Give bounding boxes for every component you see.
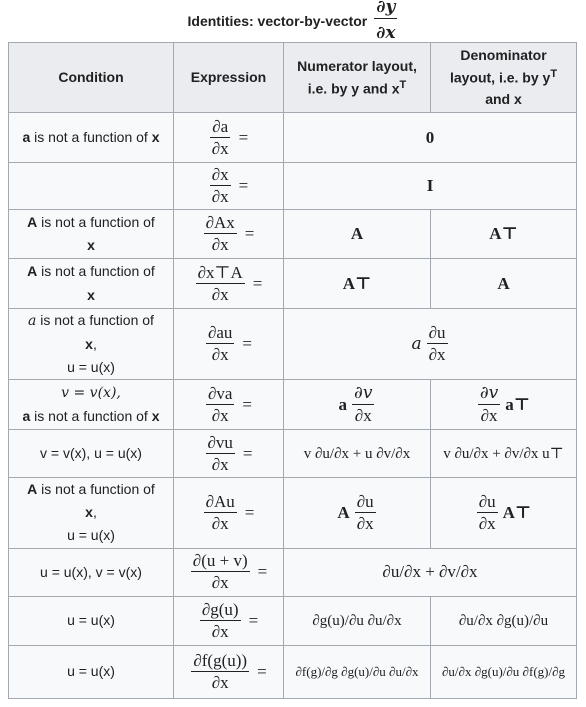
header-denominator: Denominator layout, i.e. by $y^T$ and x xyxy=(431,43,577,113)
table-row xyxy=(9,309,577,380)
expression-cell: $\frac{\partial vu}{\partial x}$ = xyxy=(174,430,284,478)
condition-cell: A is not a function of x xyxy=(9,259,174,309)
condition-cell: a is not a function of x xyxy=(9,113,174,163)
numerator-cell: A xyxy=(284,210,431,259)
table-row xyxy=(9,548,577,596)
denominator-cell: A⊤ xyxy=(431,210,577,259)
table-row xyxy=(9,380,577,430)
expression-cell: $\frac{\partial Au}{\partial x}$ = xyxy=(174,478,284,548)
denominator-cell: v ∂u/∂x + ∂v/∂x u⊤ xyxy=(431,430,577,478)
denominator-cell: $\frac{\partial v}{\partial x}$ a⊤ xyxy=(431,380,577,430)
result-cell: ∂u/∂x + ∂v/∂x xyxy=(284,548,577,596)
expression-cell: $\frac{\partial x}{\partial x}$ = xyxy=(174,163,284,210)
condition-cell: a is not a function of x, u = u(x) xyxy=(9,309,174,380)
header-expression: Expression xyxy=(174,43,284,113)
expression-cell: $\frac{\partial g(u)}{\partial x}$ = xyxy=(174,596,284,645)
identities-table xyxy=(8,42,577,699)
table-row xyxy=(9,645,577,698)
table-row xyxy=(9,113,577,163)
expression-cell: $\frac{\partial(u + v)}{\partial x}$ = xyxy=(174,548,284,596)
result-cell: 0 xyxy=(284,113,577,163)
table-row xyxy=(9,259,577,309)
table-caption xyxy=(0,0,586,42)
caption-fraction: $\frac{\partial y}{\partial x}$ xyxy=(376,0,396,43)
numerator-cell: A⊤ xyxy=(284,259,431,309)
numerator-cell: v ∂u/∂x + u ∂v/∂x xyxy=(284,430,431,478)
condition-cell: v = v(x), a is not a function of x xyxy=(9,380,174,430)
condition-cell: A is not a function of x, u = u(x) xyxy=(9,478,174,548)
header-condition: Condition xyxy=(9,43,174,113)
denominator-cell: A xyxy=(431,259,577,309)
numerator-cell: ∂g(u)/∂u ∂u/∂x xyxy=(284,596,431,645)
result-cell: a $\frac{\partial u}{\partial x}$ xyxy=(284,309,577,380)
table-row xyxy=(9,163,577,210)
condition-cell: u = u(x) xyxy=(9,645,174,698)
condition-cell xyxy=(9,163,174,210)
header-numerator: Numerator layout, i.e. by y and $x^T$ xyxy=(284,43,431,113)
condition-cell: u = u(x) xyxy=(9,596,174,645)
numerator-cell: a $\frac{\partial v}{\partial x}$ xyxy=(284,380,431,430)
expression-cell: $\frac{\partial Ax}{\partial x}$ = xyxy=(174,210,284,259)
numerator-cell: A $\frac{\partial u}{\partial x}$ xyxy=(284,478,431,548)
denominator-cell: $\frac{\partial u}{\partial x}$ A⊤ xyxy=(431,478,577,548)
caption-text: Identities: vector-by-vector xyxy=(187,13,368,29)
denominator-cell: ∂u/∂x ∂g(u)/∂u xyxy=(431,596,577,645)
table-row xyxy=(9,210,577,259)
table-row xyxy=(9,430,577,478)
result-cell: I xyxy=(284,163,577,210)
expression-cell: $\frac{\partial x⊤A}{\partial x}$ = xyxy=(174,259,284,309)
denominator-cell: ∂u/∂x ∂g(u)/∂u ∂f(g)/∂g xyxy=(431,645,577,698)
expression-cell: $\frac{\partial va}{\partial x}$ = xyxy=(174,380,284,430)
table-row xyxy=(9,596,577,645)
expression-cell: $\frac{\partial au}{\partial x}$ = xyxy=(174,309,284,380)
condition-cell: u = u(x), v = v(x) xyxy=(9,548,174,596)
expression-cell: $\frac{\partial a}{\partial x}$ = xyxy=(174,113,284,163)
header-row xyxy=(9,43,577,113)
condition-cell: A is not a function of x xyxy=(9,210,174,259)
table-row xyxy=(9,478,577,548)
numerator-cell: ∂f(g)/∂g ∂g(u)/∂u ∂u/∂x xyxy=(284,645,431,698)
condition-cell: v = v(x), u = u(x) xyxy=(9,430,174,478)
expression-cell: $\frac{\partial f(g(u))}{\partial x}$ = xyxy=(174,645,284,698)
